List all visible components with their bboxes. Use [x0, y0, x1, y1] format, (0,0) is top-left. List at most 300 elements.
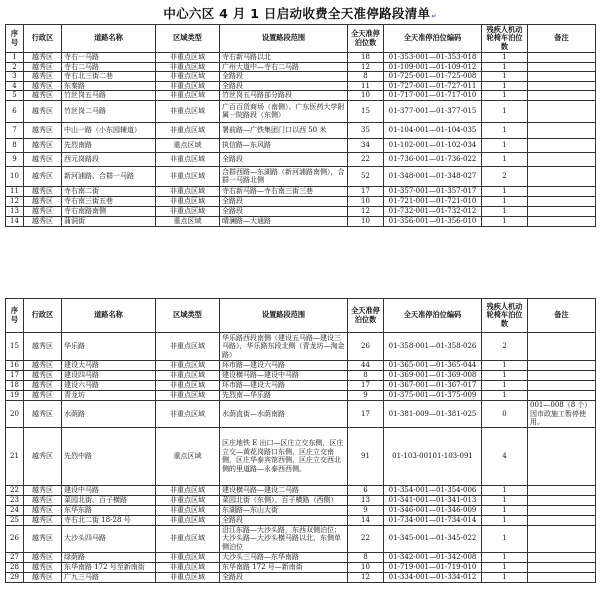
cell-index: 19 — [6, 391, 24, 401]
cell-space-count: 8 — [348, 552, 384, 562]
table-row — [6, 361, 596, 371]
cell-index: 18 — [6, 381, 24, 391]
cell-space-code: 01-367-001—01-367-017 — [384, 381, 482, 391]
cell-disabled-spaces: 1 — [482, 216, 528, 226]
cell-zone-type: 非重点区域 — [156, 152, 220, 166]
cell-zone-type: 非重点区域 — [156, 485, 220, 495]
header-section-range: 设置路段范围 — [220, 299, 348, 333]
cell-road-name: 建设大马路 — [62, 361, 156, 371]
cell-disabled-spaces: 1 — [482, 505, 528, 515]
header-road-name: 道路名称 — [62, 299, 156, 333]
table-row — [6, 91, 596, 101]
cell-space-count: 10 — [348, 196, 384, 206]
cell-disabled-spaces: 1 — [482, 206, 528, 216]
header-road-name: 道路名称 — [62, 25, 156, 53]
cell-remarks — [528, 505, 596, 515]
cell-zone-type: 非重点区域 — [156, 166, 220, 186]
cell-space-code: 01-365-001—01-365-044 — [384, 361, 482, 371]
cell-disabled-spaces: 4 — [482, 427, 528, 485]
cell-index: 17 — [6, 371, 24, 381]
cell-space-code: 01-353-001—01-353-018 — [384, 53, 482, 63]
cell-space-count: 10 — [348, 562, 384, 572]
page-title: 中心六区 4 月 1 日启动收费全天准停路段清单↵ — [163, 6, 437, 21]
cell-section-range: 全路段 — [220, 206, 348, 216]
header-disabled-spaces: 残疾人机动轮椅车泊位数 — [482, 25, 528, 53]
cell-zone-type: 非重点区域 — [156, 525, 220, 552]
cell-space-count: 10 — [348, 216, 384, 226]
cell-remarks — [528, 206, 596, 216]
table-row — [6, 196, 596, 206]
cell-section-range: 全路段 — [220, 81, 348, 91]
header-zone-type: 区域类型 — [156, 299, 220, 333]
cell-index: 15 — [6, 333, 24, 361]
cell-district: 越秀区 — [24, 333, 62, 361]
cell-section-range: 环市路—建设大马路 — [220, 381, 348, 391]
cell-index: 16 — [6, 361, 24, 371]
cell-space-code: 01-725-001—01-725-008 — [384, 72, 482, 82]
cell-section-range: 全路段 — [220, 196, 348, 206]
table-row — [6, 216, 596, 226]
cell-remarks — [528, 81, 596, 91]
cell-zone-type: 非重点区域 — [156, 206, 220, 216]
cell-space-code: 01-104-001—01-104-035 — [384, 122, 482, 138]
cell-disabled-spaces: 1 — [482, 91, 528, 101]
cell-zone-type: 非重点区域 — [156, 122, 220, 138]
cell-space-code: 01-721-001—01-721-010 — [384, 196, 482, 206]
table-row — [6, 525, 596, 552]
cell-section-range: 菜园北街（东侧）、百子横路（西侧） — [220, 495, 348, 505]
cell-index: 22 — [6, 485, 24, 495]
table-row — [6, 495, 596, 505]
cell-index: 14 — [6, 216, 24, 226]
cell-zone-type: 非重点区域 — [156, 505, 220, 515]
cell-road-name: 绿荫路 — [62, 552, 156, 562]
cell-space-count: 17 — [348, 186, 384, 196]
table-row — [6, 552, 596, 562]
cell-remarks — [528, 552, 596, 562]
cell-remarks — [528, 361, 596, 371]
cell-space-count: 9 — [348, 505, 384, 515]
cell-road-name: 寺右南路南侧 — [62, 206, 156, 216]
cell-index: 29 — [6, 572, 24, 582]
cell-section-range: 先烈南—华乐路 — [220, 391, 348, 401]
cell-disabled-spaces: 1 — [482, 53, 528, 63]
cell-zone-type: 非重点区域 — [156, 53, 220, 63]
cell-district: 越秀区 — [24, 186, 62, 196]
cell-index: 10 — [6, 166, 24, 186]
cell-remarks — [528, 138, 596, 152]
cell-space-code: 01-334-001—01-334-012 — [384, 572, 482, 582]
cell-district: 越秀区 — [24, 505, 62, 515]
cell-road-name: 西元岗路段 — [62, 152, 156, 166]
cell-road-name: 青龙坊 — [62, 391, 156, 401]
cell-remarks — [528, 186, 596, 196]
cell-space-count: 26 — [348, 333, 384, 361]
header-zone-type: 区域类型 — [156, 25, 220, 53]
cell-section-range: 全路段 — [220, 152, 348, 166]
cell-district: 越秀区 — [24, 515, 62, 525]
cell-district: 越秀区 — [24, 53, 62, 63]
cell-remarks — [528, 72, 596, 82]
cell-space-code: 01-345-001—01-345-022 — [384, 525, 482, 552]
table-row — [6, 206, 596, 216]
cell-space-count: 17 — [348, 401, 384, 428]
cell-district: 越秀区 — [24, 525, 62, 552]
cell-disabled-spaces: 1 — [482, 62, 528, 72]
cell-index: 26 — [6, 525, 24, 552]
cell-road-name: 建设四马路 — [62, 371, 156, 381]
cell-zone-type: 重点区域 — [156, 216, 220, 226]
cell-remarks — [528, 152, 596, 166]
cell-index: 11 — [6, 186, 24, 196]
cell-space-code: 01-341-001—01-341-013 — [384, 495, 482, 505]
cell-section-range: 广州大道中—寺右二马路 — [220, 62, 348, 72]
cell-index: 25 — [6, 515, 24, 525]
cell-section-range: 水荫直街—水荫南路 — [220, 401, 348, 428]
cell-district: 越秀区 — [24, 401, 62, 428]
cell-road-name: 广九三马路 — [62, 572, 156, 582]
cell-disabled-spaces: 1 — [482, 371, 528, 381]
cell-district: 越秀区 — [24, 485, 62, 495]
cell-zone-type: 非重点区域 — [156, 572, 220, 582]
table-row — [6, 391, 596, 401]
cell-space-count: 22 — [348, 525, 384, 552]
cell-index: 12 — [6, 196, 24, 206]
cell-district: 越秀区 — [24, 562, 62, 572]
table-header-row — [6, 299, 596, 333]
cell-zone-type: 非重点区域 — [156, 371, 220, 381]
cell-index: 20 — [6, 401, 24, 428]
cell-space-count: 12 — [348, 62, 384, 72]
cell-index: 7 — [6, 122, 24, 138]
cell-section-range: 执信路—东风路 — [220, 138, 348, 152]
table-row — [6, 122, 596, 138]
cell-space-count: 14 — [348, 515, 384, 525]
cell-space-count: 13 — [348, 495, 384, 505]
cell-road-name: 蒲洞街 — [62, 216, 156, 226]
cell-space-count: 35 — [348, 122, 384, 138]
table-header-row — [6, 25, 596, 53]
table-row — [6, 562, 596, 572]
cell-space-code: 01-732-001—01-732-012 — [384, 206, 482, 216]
cell-road-name: 建设六马路 — [62, 381, 156, 391]
cell-zone-type: 非重点区域 — [156, 72, 220, 82]
cell-district: 越秀区 — [24, 138, 62, 152]
cell-road-name: 建设中马路 — [62, 485, 156, 495]
cell-road-name: 大沙头四马路 — [62, 525, 156, 552]
cell-space-code: 01-356-001—01-356-010 — [384, 216, 482, 226]
cell-space-code: 01-103-00101-103-091 — [384, 427, 482, 485]
cell-disabled-spaces: 1 — [482, 552, 528, 562]
cell-remarks — [528, 515, 596, 525]
cell-space-count: 17 — [348, 381, 384, 391]
cell-zone-type: 重点区域 — [156, 138, 220, 152]
table-row — [6, 505, 596, 515]
cell-index: 28 — [6, 562, 24, 572]
cell-district: 越秀区 — [24, 166, 62, 186]
cell-district: 越秀区 — [24, 100, 62, 122]
cell-section-range: 全路段 — [220, 72, 348, 82]
cell-section-range: 华乐路西段南侧（建设五马路—建设三马路），华乐路东段北侧（青龙坊—淘金路） — [220, 333, 348, 361]
cell-district: 越秀区 — [24, 361, 62, 371]
cell-disabled-spaces: 1 — [482, 196, 528, 206]
cell-section-range: 合群西路—东湖路（新河浦路南侧），合群一马路北侧 — [220, 166, 348, 186]
cell-disabled-spaces: 1 — [482, 152, 528, 166]
header-space-code: 全天准停泊位编码 — [384, 299, 482, 333]
cell-remarks — [528, 381, 596, 391]
cell-disabled-spaces: 1 — [482, 186, 528, 196]
cell-district: 越秀区 — [24, 552, 62, 562]
cell-district: 越秀区 — [24, 381, 62, 391]
cell-index: 27 — [6, 552, 24, 562]
cell-road-name: 华乐路 — [62, 333, 156, 361]
cell-remarks — [528, 562, 596, 572]
cell-space-count: 10 — [348, 91, 384, 101]
cell-remarks — [528, 100, 596, 122]
cell-zone-type: 非重点区域 — [156, 81, 220, 91]
cell-district: 越秀区 — [24, 427, 62, 485]
header-space-count: 全天准停泊位数 — [348, 299, 384, 333]
cell-index: 5 — [6, 91, 24, 101]
cell-zone-type: 非重点区域 — [156, 562, 220, 572]
header-section-range: 设置路段范围 — [220, 25, 348, 53]
table-row — [6, 572, 596, 582]
cell-space-count: 52 — [348, 166, 384, 186]
table-row — [6, 371, 596, 381]
header-space-code: 全天准停泊位编码 — [384, 25, 482, 53]
table-row — [6, 81, 596, 91]
table-row — [6, 515, 596, 525]
cell-space-code: 01-342-001—01-342-008 — [384, 552, 482, 562]
table-row — [6, 401, 596, 428]
cell-section-range: 全路段 — [220, 572, 348, 582]
cell-district: 越秀区 — [24, 391, 62, 401]
cell-index: 3 — [6, 72, 24, 82]
cell-district: 越秀区 — [24, 206, 62, 216]
cell-space-count: 15 — [348, 100, 384, 122]
cell-disabled-spaces: 1 — [482, 562, 528, 572]
header-remarks: 备注 — [528, 299, 596, 333]
cell-space-code: 01-377-001—01-377-015 — [384, 100, 482, 122]
cell-section-range: 竹丝岗五马路部分路段 — [220, 91, 348, 101]
cell-disabled-spaces: 2 — [482, 166, 528, 186]
cell-district: 越秀区 — [24, 91, 62, 101]
header-space-count: 全天准停泊位数 — [348, 25, 384, 53]
cell-district: 越秀区 — [24, 152, 62, 166]
cell-district: 越秀区 — [24, 72, 62, 82]
cell-road-name: 寺右一马路 — [62, 53, 156, 63]
cell-index: 8 — [6, 138, 24, 152]
cell-space-count: 8 — [348, 72, 384, 82]
cell-zone-type: 非重点区域 — [156, 361, 220, 371]
header-index: 序号 — [6, 25, 24, 53]
cell-space-count: 8 — [348, 371, 384, 381]
cell-section-range: 环市路—建设六马路 — [220, 361, 348, 371]
cell-road-name: 竹丝岗二马路 — [62, 100, 156, 122]
cell-section-range: 沿江东路—大沙头路，东西双侧泊位；大沙头路—大沙头横马路以北，东侧单侧泊位 — [220, 525, 348, 552]
cell-space-code: 01-727-001—01-727-011 — [384, 81, 482, 91]
cell-remarks — [528, 371, 596, 381]
cell-section-range: 全路段 — [220, 515, 348, 525]
parking-table-part-2 — [5, 298, 596, 583]
cell-space-code: 01-734-001—01-734-014 — [384, 515, 482, 525]
cell-space-count: 9 — [348, 391, 384, 401]
cell-index: 6 — [6, 100, 24, 122]
cell-district: 越秀区 — [24, 216, 62, 226]
cell-space-count: 11 — [348, 81, 384, 91]
cell-disabled-spaces: 1 — [482, 515, 528, 525]
header-remarks: 备注 — [528, 25, 596, 53]
table-row — [6, 485, 596, 495]
cell-space-code: 01-348-001—01-348-027 — [384, 166, 482, 186]
cell-road-name: 新河浦路、合群一马路 — [62, 166, 156, 186]
cell-zone-type: 非重点区域 — [156, 196, 220, 206]
cell-zone-type: 非重点区域 — [156, 515, 220, 525]
cell-remarks — [528, 427, 596, 485]
cell-zone-type: 非重点区域 — [156, 62, 220, 72]
cell-district: 越秀区 — [24, 62, 62, 72]
cell-zone-type: 非重点区域 — [156, 401, 220, 428]
cell-remarks — [528, 166, 596, 186]
cell-section-range: 署前路—广铁集团门口以西 50 米 — [220, 122, 348, 138]
cell-section-range: 建设横马路—建设二马路 — [220, 485, 348, 495]
cell-section-range: 东湖路—东山大街 — [220, 505, 348, 515]
cell-section-range: 大沙头三马路—东华南路 — [220, 552, 348, 562]
cell-remarks — [528, 196, 596, 206]
cell-remarks: 001—008（8 个）因市政施工暂停使用。 — [528, 401, 596, 428]
cell-index: 23 — [6, 495, 24, 505]
cell-space-code: 01-736-001—01-736-022 — [384, 152, 482, 166]
cell-remarks — [528, 333, 596, 361]
cell-space-code: 01-719-001—01-719-010 — [384, 562, 482, 572]
cell-road-name: 寺右南二街 — [62, 186, 156, 196]
cell-road-name: 竹丝岗五马路 — [62, 91, 156, 101]
cell-remarks — [528, 525, 596, 552]
cell-space-code: 01-369-001—01-369-008 — [384, 371, 482, 381]
cell-road-name: 寺右北二街 18-28 号 — [62, 515, 156, 525]
cell-zone-type: 非重点区域 — [156, 552, 220, 562]
cell-space-code: 01-346-001—01-346-009 — [384, 505, 482, 515]
cell-disabled-spaces: 1 — [482, 100, 528, 122]
cell-space-count: 12 — [348, 572, 384, 582]
cell-space-code: 01-109-001—01-109-012 — [384, 62, 482, 72]
cell-section-range: 晴澜路—大通路 — [220, 216, 348, 226]
cell-zone-type: 非重点区域 — [156, 100, 220, 122]
cell-zone-type: 重点区域 — [156, 427, 220, 485]
cell-space-code: 01-102-001—01-102-034 — [384, 138, 482, 152]
cell-road-name: 先烈南路 — [62, 138, 156, 152]
table-row — [6, 62, 596, 72]
table-row — [6, 100, 596, 122]
cell-remarks — [528, 485, 596, 495]
cell-zone-type: 非重点区域 — [156, 91, 220, 101]
cell-section-range: 东华南路 172 号—新南街 — [220, 562, 348, 572]
cell-remarks — [528, 62, 596, 72]
cell-road-name: 东华南路 172 号至新南街 — [62, 562, 156, 572]
cell-space-count: 44 — [348, 361, 384, 371]
cell-section-range: 区庄地铁 E 出口—区庄立交东侧，区庄立交—黄花岗路口东侧，区庄立交南侧，区庄华泰宾馆西侧，区庄立交西北侧的里道路—永泰西西侧。 — [220, 427, 348, 485]
cell-zone-type: 非重点区域 — [156, 391, 220, 401]
cell-district: 越秀区 — [24, 572, 62, 582]
cell-remarks — [528, 391, 596, 401]
cell-space-code: 01-357-001—01-357-017 — [384, 186, 482, 196]
cell-space-count: 18 — [348, 53, 384, 63]
cell-index: 2 — [6, 62, 24, 72]
table-row — [6, 53, 596, 63]
cell-section-range: 建设横马路—建设中马路 — [220, 371, 348, 381]
cell-district: 越秀区 — [24, 81, 62, 91]
cell-disabled-spaces: 1 — [482, 122, 528, 138]
cell-space-count: 12 — [348, 206, 384, 216]
header-district: 行政区 — [24, 25, 62, 53]
cell-road-name: 寺右二马路 — [62, 62, 156, 72]
cell-index: 21 — [6, 427, 24, 485]
cell-section-range: 寺右新马路—寺右南三街三巷 — [220, 186, 348, 196]
cell-remarks — [528, 122, 596, 138]
cell-index: 9 — [6, 152, 24, 166]
cell-remarks — [528, 53, 596, 63]
cell-disabled-spaces: 1 — [482, 138, 528, 152]
cell-index: 24 — [6, 505, 24, 515]
cell-disabled-spaces: 2 — [482, 333, 528, 361]
cell-road-name: 东秦路 — [62, 81, 156, 91]
cell-disabled-spaces: 1 — [482, 381, 528, 391]
cell-district: 越秀区 — [24, 196, 62, 206]
cell-space-code: 01-375-001—01-375-009 — [384, 391, 482, 401]
cell-space-count: 91 — [348, 427, 384, 485]
table-row — [6, 138, 596, 152]
table-row — [6, 427, 596, 485]
cell-disabled-spaces: 1 — [482, 361, 528, 371]
cell-space-code: 01-358-001—01-358-026 — [384, 333, 482, 361]
cell-space-count: 6 — [348, 485, 384, 495]
cell-remarks — [528, 572, 596, 582]
table-row — [6, 152, 596, 166]
table-row — [6, 333, 596, 361]
cell-section-range: 广百百货商场（南侧）、广东医药大学附属一院路段（东侧） — [220, 100, 348, 122]
cell-disabled-spaces: 1 — [482, 391, 528, 401]
cell-space-code: 01-354-001—01-354-006 — [384, 485, 482, 495]
cell-road-name: 寺右南三街五巷 — [62, 196, 156, 206]
table-row — [6, 166, 596, 186]
cell-road-name: 东华东路 — [62, 505, 156, 515]
cell-remarks — [528, 216, 596, 226]
cell-disabled-spaces: 1 — [482, 485, 528, 495]
cell-district: 越秀区 — [24, 495, 62, 505]
header-disabled-spaces: 残疾人机动轮椅车泊位数 — [482, 299, 528, 333]
cell-zone-type: 非重点区域 — [156, 333, 220, 361]
cell-disabled-spaces: 1 — [482, 572, 528, 582]
cell-district: 越秀区 — [24, 122, 62, 138]
table-row — [6, 186, 596, 196]
cell-space-count: 34 — [348, 138, 384, 152]
header-district: 行政区 — [24, 299, 62, 333]
table-row — [6, 72, 596, 82]
cell-zone-type: 非重点区域 — [156, 381, 220, 391]
cell-space-code: 01-381-009—01-381-025 — [384, 401, 482, 428]
cell-space-count: 22 — [348, 152, 384, 166]
cell-zone-type: 非重点区域 — [156, 186, 220, 196]
cell-district: 越秀区 — [24, 371, 62, 381]
cell-section-range: 寺右新马路以北 — [220, 53, 348, 63]
cell-road-name: 菜园北街、百子横路 — [62, 495, 156, 505]
cell-disabled-spaces: 1 — [482, 525, 528, 552]
table-row — [6, 381, 596, 391]
cell-road-name: 先烈中路 — [62, 427, 156, 485]
cell-zone-type: 非重点区域 — [156, 495, 220, 505]
cell-space-code: 01-717-001—01-717-010 — [384, 91, 482, 101]
cell-remarks — [528, 495, 596, 505]
